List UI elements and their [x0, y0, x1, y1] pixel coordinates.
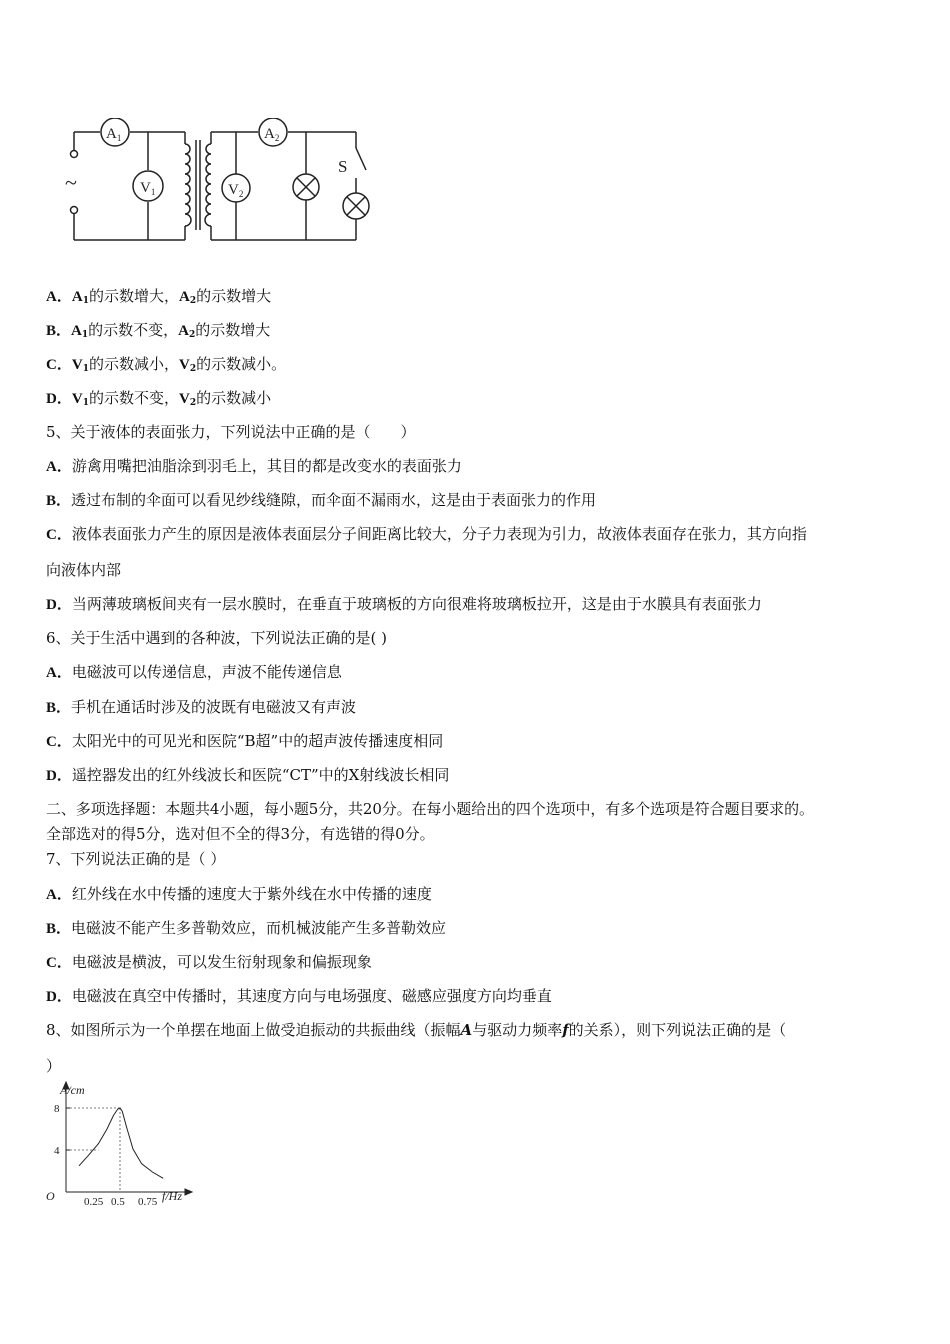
q4-option-a: A．$A_1$的示数增大，$A_2$的示数增大	[46, 287, 272, 306]
ammeter-a1-label: $A_1$	[106, 126, 122, 143]
q7-option-c: C．电磁波是横波，可以发生衍射现象和偏振现象	[46, 953, 372, 971]
source-symbol: ~	[65, 170, 77, 195]
q7-option-d: D．电磁波在真空中传播时，其速度方向与电场强度、磁感应强度方向均垂直	[46, 987, 552, 1005]
q6-stem: 6、关于生活中遇到的各种波，下列说法正确的是( )	[46, 629, 388, 647]
q8-stem-end: ）	[46, 1057, 62, 1075]
q5-option-b: B．透过布制的伞面可以看见纱线缝隙，而伞面不漏雨水，这是由于表面张力的作用	[46, 491, 597, 509]
q4-option-c: C．$V_1$的示数减小，$V_2$的示数减小。	[46, 355, 287, 374]
voltmeter-v2-label: $V_2$	[228, 182, 244, 199]
y-axis-label: A/cm	[60, 1083, 85, 1097]
resonance-curve-chart	[40, 1080, 200, 1205]
q5-option-c: C．液体表面张力产生的原因是液体表面层分子间距离比较大，分子力表现为引力，故液体表面存在张力，其方向指	[46, 525, 807, 543]
x-axis-label: f/Hz	[162, 1189, 183, 1203]
section2-scoring: 全部选对的得5分，选对但不全的得3分，有选错的得0分。	[46, 825, 435, 843]
q6-option-b: B．手机在通话时涉及的波既有电磁波又有声波	[46, 698, 357, 716]
q8-stem: 8、如图所示为一个单摆在地面上做受迫振动的共振曲线（振幅A与驱动力频率f的关系），则下列说法正确的是（	[46, 1021, 787, 1039]
x-tick-label: 0.25	[84, 1196, 104, 1205]
transformer-circuit-diagram	[60, 118, 380, 248]
resonance-curve-line	[79, 1108, 163, 1178]
q7-stem: 7、下列说法正确的是（ ）	[46, 850, 226, 868]
ammeter-a2-label: $A_2$	[264, 126, 280, 143]
q6-option-d: D．遥控器发出的红外线波长和医院“CT”中的X射线波长相同	[46, 766, 450, 784]
origin-label: O	[46, 1189, 55, 1203]
y-tick-label: 8	[54, 1103, 60, 1115]
q6-option-c: C．太阳光中的可见光和医院“B超”中的超声波传播速度相同	[46, 732, 444, 750]
q5-option-a: A．游禽用嘴把油脂涂到羽毛上，其目的都是改变水的表面张力	[46, 457, 462, 475]
x-tick-label: 0.5	[111, 1196, 125, 1205]
q5-option-d: D．当两薄玻璃板间夹有一层水膜时，在垂直于玻璃板的方向很难将玻璃板拉开，这是由于水膜具有表面张力	[46, 595, 762, 613]
y-tick-label: 4	[54, 1145, 60, 1157]
q7-option-a: A．红外线在水中传播的速度大于紫外线在水中传播的速度	[46, 885, 432, 903]
x-tick-label: 0.75	[138, 1196, 158, 1205]
q4-option-b: B．$A_1$的示数不变，$A_2$的示数增大	[46, 321, 271, 340]
q5-option-c-continued: 向液体内部	[46, 561, 122, 579]
x-axis-arrow	[185, 1189, 192, 1195]
q6-option-a: A．电磁波可以传递信息，声波不能传递信息	[46, 663, 342, 681]
switch-label: S	[338, 157, 348, 176]
voltmeter-v1-label: $V_1$	[140, 180, 156, 197]
section2-heading: 二、多项选择题：本题共4小题，每小题5分，共20分。在每小题给出的四个选项中，有多个选项是符合题目要求的。	[46, 800, 814, 818]
q5-stem: 5、关于液体的表面张力，下列说法中正确的是（ ）	[46, 423, 416, 441]
q7-option-b: B．电磁波不能产生多普勒效应，而机械波能产生多普勒效应	[46, 919, 447, 937]
q4-option-d: D．$V_1$的示数不变，$V_2$的示数减小	[46, 389, 272, 408]
